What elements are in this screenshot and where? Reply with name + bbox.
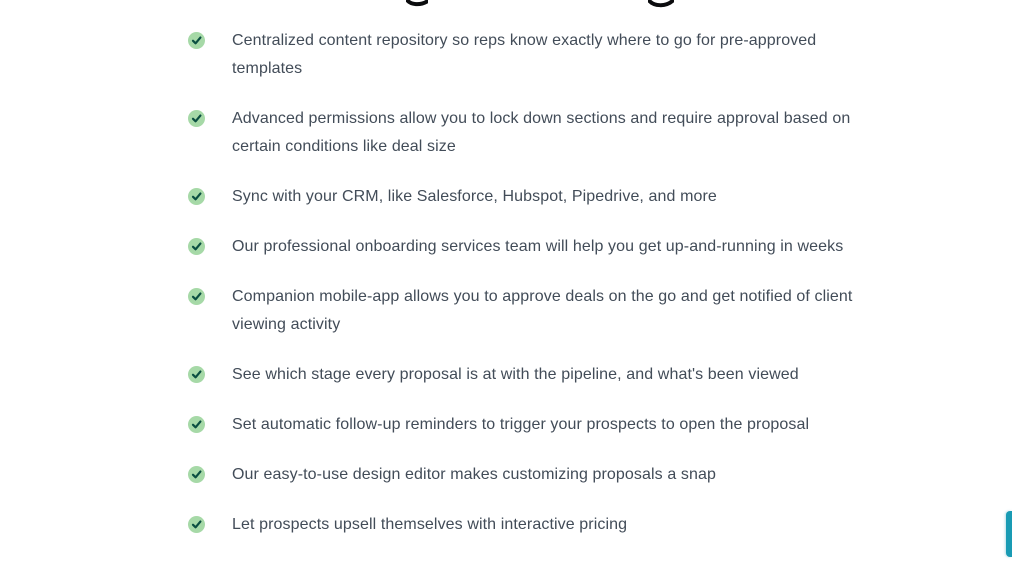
checklist-item-text: Centralized content repository so reps know exactly where to go for pre-approved templates <box>232 32 817 77</box>
checklist-item-text: Sync with your CRM, like Salesforce, Hubspot, Pipedrive, and more <box>232 188 717 205</box>
heading-descender-fragment <box>406 0 428 8</box>
check-icon <box>188 288 205 305</box>
checklist-item-text: Let prospects upsell themselves with interactive pricing <box>232 516 628 533</box>
checklist-item <box>188 461 888 489</box>
offscreen-widget-edge[interactable] <box>1006 511 1012 557</box>
checklist-item <box>188 283 888 339</box>
checklist-item <box>188 27 888 83</box>
check-icon <box>188 110 205 127</box>
checklist-item-text: Our professional onboarding services team will help you get up-and-running in weeks <box>232 238 844 255</box>
heading-descender-fragment <box>648 0 674 9</box>
checklist-item-text: Companion mobile-app allows you to approve deals on the go and get notified of client viewing activity <box>232 288 853 333</box>
checklist-item-text: Our easy-to-use design editor makes customizing proposals a snap <box>232 466 716 483</box>
check-icon <box>188 238 205 255</box>
check-icon <box>188 366 205 383</box>
check-icon <box>188 188 205 205</box>
checklist-item <box>188 361 888 389</box>
checklist-item-text: Set automatic follow-up reminders to trigger your prospects to open the proposal <box>232 416 810 433</box>
checklist-item <box>188 411 888 439</box>
check-icon <box>188 32 205 49</box>
feature-checklist <box>188 27 888 561</box>
check-icon <box>188 466 205 483</box>
check-icon <box>188 416 205 433</box>
checklist-item-text: Advanced permissions allow you to lock down sections and require approval based on certain conditions like deal size <box>232 110 851 155</box>
checklist-item-text: See which stage every proposal is at with the pipeline, and what's been viewed <box>232 366 799 383</box>
check-icon <box>188 516 205 533</box>
checklist-item <box>188 183 888 211</box>
checklist-item <box>188 511 888 539</box>
checklist-item <box>188 105 888 161</box>
checklist-item <box>188 233 888 261</box>
cropped-heading <box>0 0 1012 12</box>
